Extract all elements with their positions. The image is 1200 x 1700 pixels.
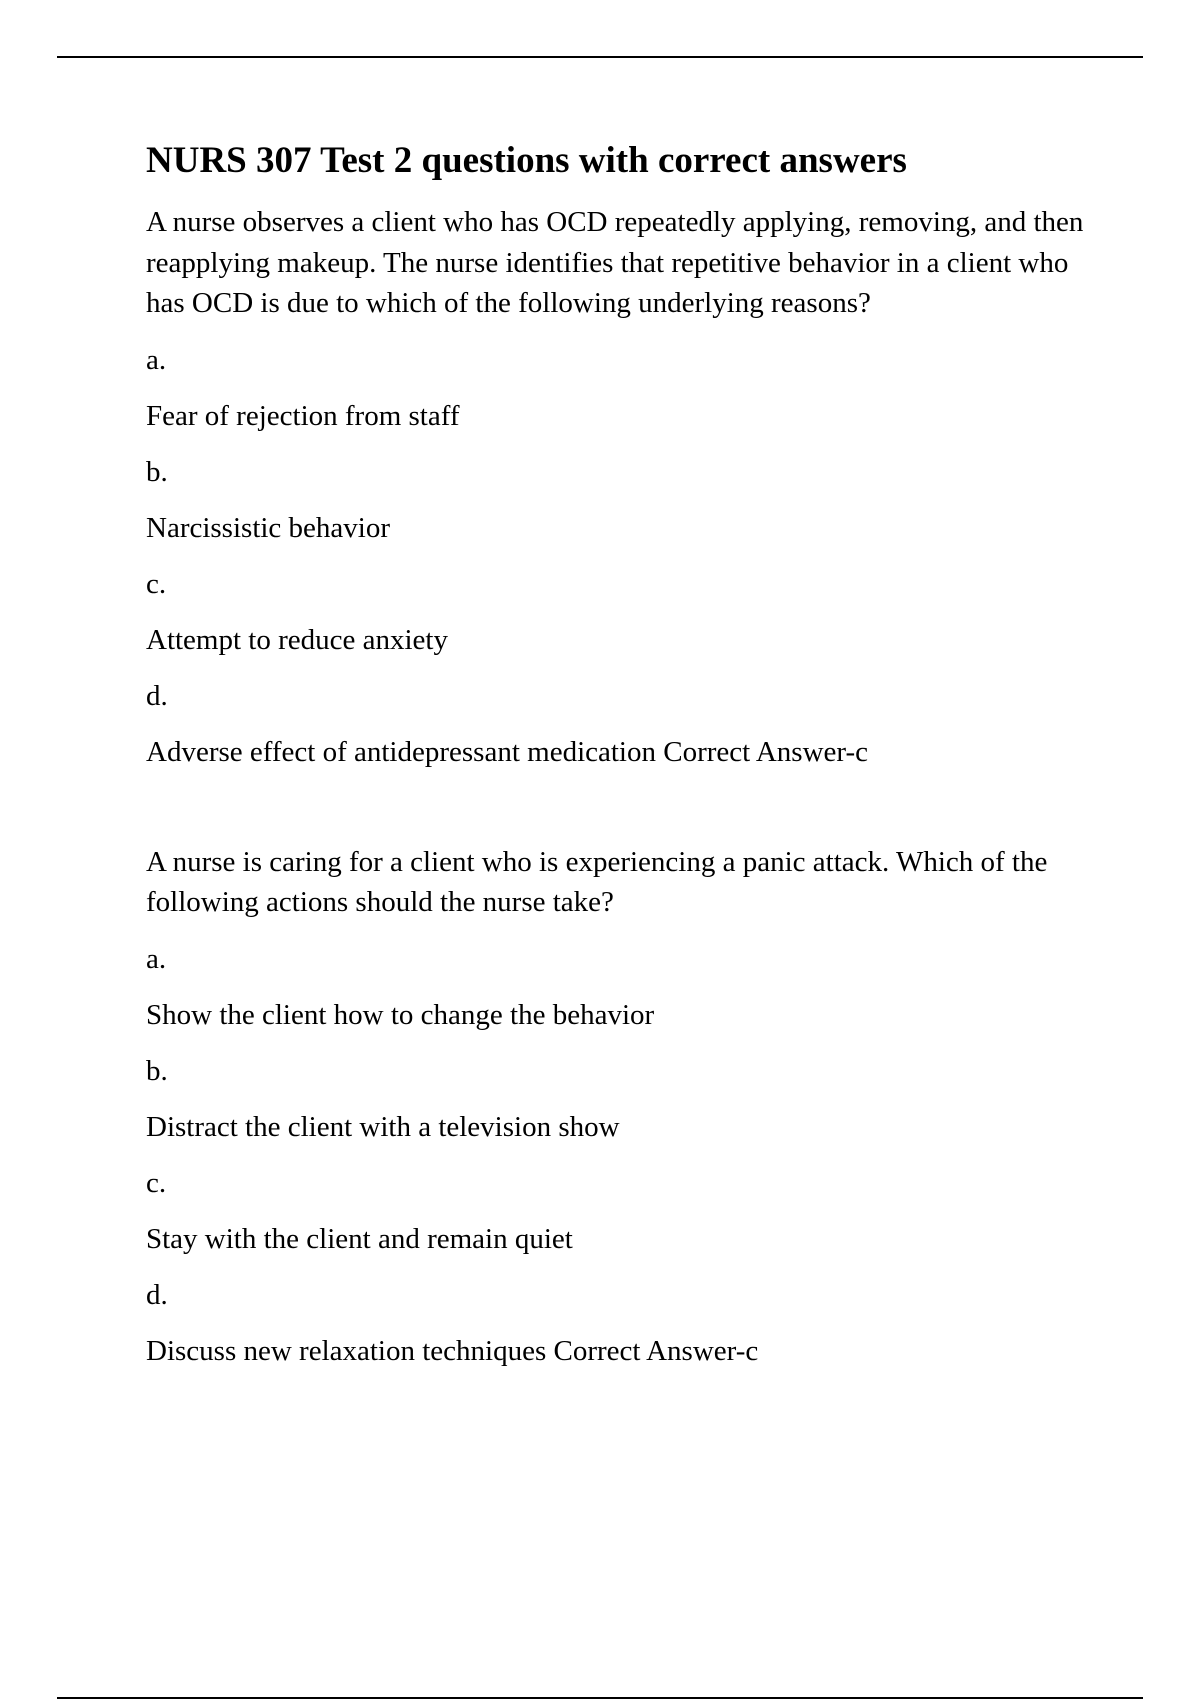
option-letter: d. — [146, 679, 168, 712]
option-text: Fear of rejection from staff — [146, 399, 460, 432]
option-text: Attempt to reduce anxiety — [146, 623, 448, 656]
option-letter: b. — [146, 455, 168, 488]
option-letter: a. — [146, 343, 167, 376]
question-text: A nurse observes a client who has OCD repeatedly applying, removing, and then reapplying makeup. The nurse identifies that repetitive behavior in a client who has OCD is due to which of the following underlying reasons? — [146, 206, 1084, 319]
bottom-rule — [57, 1697, 1143, 1699]
option-text-with-answer: Discuss new relaxation techniques Correct Answer-c — [146, 1334, 759, 1367]
option-letter: c. — [146, 567, 167, 600]
document-body — [146, 138, 1086, 1387]
document-title: NURS 307 Test 2 questions with correct answers — [146, 140, 907, 181]
question-block-1 — [146, 202, 1086, 772]
option-letter: a. — [146, 942, 167, 975]
option-letter: d. — [146, 1278, 168, 1311]
top-rule — [57, 56, 1143, 58]
spacer — [146, 788, 1086, 842]
option-text: Stay with the client and remain quiet — [146, 1222, 573, 1255]
option-letter: b. — [146, 1054, 168, 1087]
option-letter: c. — [146, 1166, 167, 1199]
option-text: Distract the client with a television show — [146, 1110, 620, 1143]
option-text-with-answer: Adverse effect of antidepressant medication Correct Answer-c — [146, 735, 868, 768]
option-text: Show the client how to change the behavior — [146, 998, 655, 1031]
question-text: A nurse is caring for a client who is experiencing a panic attack. Which of the following actions should the nurse take? — [146, 845, 1048, 918]
question-block-2 — [146, 842, 1086, 1371]
option-text: Narcissistic behavior — [146, 511, 391, 544]
